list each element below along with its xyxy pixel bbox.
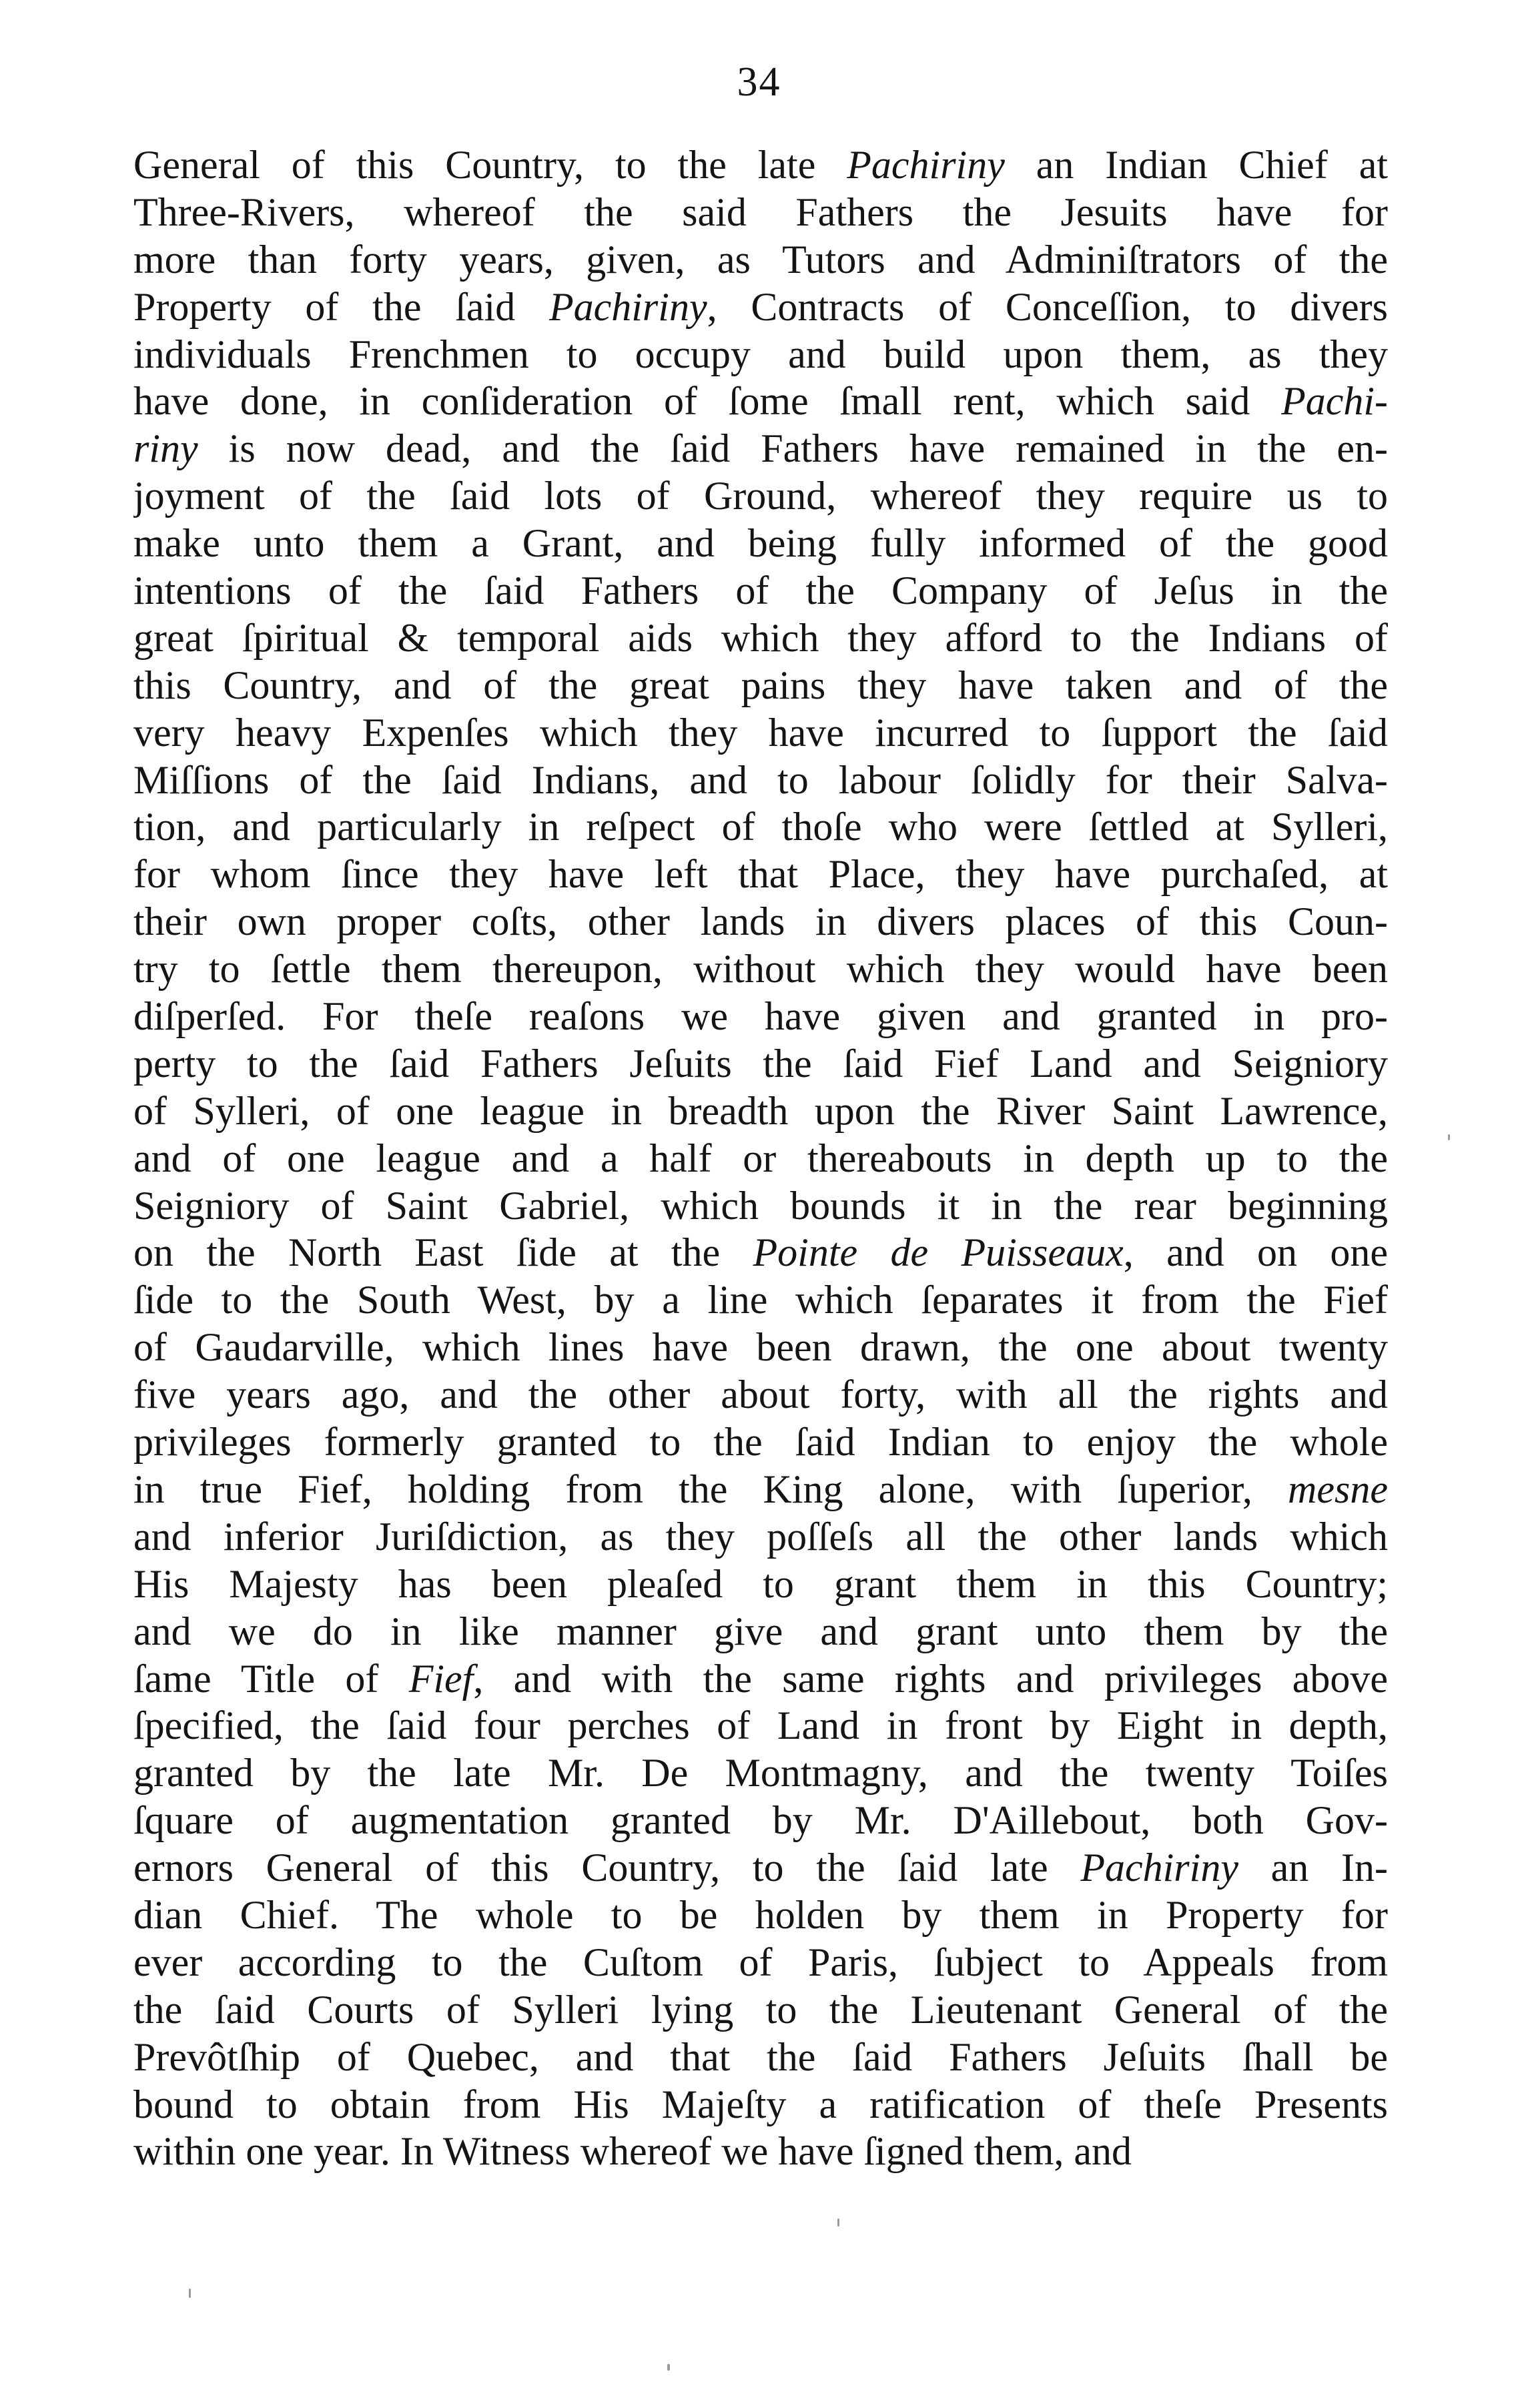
text-line bbox=[133, 709, 1388, 757]
text-run: more than forty years, given, as Tutors and Adminiſtrators of the bbox=[133, 237, 1388, 282]
text-run: ſide to the South West, by a line which ſeparates it from the Fief bbox=[133, 1278, 1388, 1322]
text-line bbox=[133, 1749, 1388, 1797]
text-run: granted by the late Mr. De Montmagny, and the twenty Toiſes bbox=[133, 1751, 1388, 1795]
italic-term: riny bbox=[133, 426, 198, 471]
text-run: an In- bbox=[1238, 1846, 1388, 1890]
text-line bbox=[133, 1135, 1388, 1182]
text-line bbox=[133, 2034, 1388, 2081]
italic-term: mesne bbox=[1288, 1467, 1388, 1511]
text-line bbox=[133, 1229, 1388, 1276]
scan-speck bbox=[1448, 1134, 1450, 1140]
text-line bbox=[133, 851, 1388, 898]
text-run: on the North East ſide at the bbox=[133, 1230, 753, 1275]
text-line bbox=[133, 1324, 1388, 1371]
text-line bbox=[133, 1088, 1388, 1135]
text-line bbox=[133, 1040, 1388, 1088]
text-run: , Contracts of Conceſſion, to divers bbox=[707, 284, 1388, 329]
text-run: perty to the ſaid Fathers Jeſuits the ſaid Fief Land and Seigniory bbox=[133, 1041, 1388, 1086]
text-line bbox=[133, 615, 1388, 662]
text-line bbox=[133, 1797, 1388, 1844]
text-line bbox=[133, 993, 1388, 1040]
text-line bbox=[133, 1608, 1388, 1655]
text-line bbox=[133, 331, 1388, 378]
italic-term: Pachiriny bbox=[548, 284, 707, 329]
text-run: , and on one bbox=[1123, 1230, 1388, 1275]
scan-speck bbox=[837, 2219, 839, 2227]
text-run: great ſpiritual & temporal aids which they afford to the Indians of bbox=[133, 615, 1388, 660]
text-run: intentions of the ſaid Fathers of the Company of Jeſus in the bbox=[133, 568, 1388, 613]
text-line bbox=[133, 1892, 1388, 1939]
text-line bbox=[133, 1419, 1388, 1466]
text-run: ever according to the Cuſtom of Paris, ſubject to Appeals from bbox=[133, 1940, 1388, 1984]
text-line bbox=[133, 2128, 1388, 2175]
text-run: this Country, and of the great pains they have taken and of the bbox=[133, 663, 1388, 707]
text-run: General of this Country, to the late bbox=[133, 143, 847, 187]
text-run: ſquare of augmentation granted by Mr. D'Aillebout, both Gov- bbox=[133, 1798, 1388, 1843]
italic-term: Pointe de Puisseaux bbox=[753, 1230, 1124, 1275]
text-run: and we do in like manner give and grant unto them by the bbox=[133, 1609, 1388, 1653]
text-line bbox=[133, 567, 1388, 615]
italic-term: Pachi- bbox=[1281, 379, 1388, 424]
text-run: is now dead, and the ſaid Fathers have remained in the en- bbox=[198, 426, 1388, 471]
text-line bbox=[133, 1844, 1388, 1892]
text-run: for whom ſince they have left that Place, they have purchaſed, at bbox=[133, 852, 1388, 897]
text-line bbox=[133, 1371, 1388, 1419]
text-run: ſpecified, the ſaid four perches of Land in front by Eight in depth, bbox=[133, 1703, 1388, 1748]
text-run: individuals Frenchmen to occupy and build upon them, as they bbox=[133, 332, 1388, 376]
text-line bbox=[133, 189, 1388, 236]
text-line bbox=[133, 472, 1388, 520]
text-line bbox=[133, 1702, 1388, 1749]
text-run: Three-Rivers, whereof the said Fathers the Jesuits have for bbox=[133, 189, 1388, 234]
text-run: their own proper coſts, other lands in divers places of this Coun- bbox=[133, 899, 1388, 944]
text-run: joyment of the ſaid lots of Ground, whereof they require us to bbox=[133, 474, 1388, 518]
text-line bbox=[133, 378, 1388, 425]
text-line bbox=[133, 1182, 1388, 1230]
text-run: five years ago, and the other about forty, with all the rights and bbox=[133, 1372, 1388, 1417]
text-run: His Majesty has been pleaſed to grant them in this Country; bbox=[133, 1561, 1388, 1606]
text-run: diſperſed. For theſe reaſons we have given and granted in pro- bbox=[133, 994, 1388, 1039]
text-run: ſame Title of bbox=[133, 1656, 409, 1701]
text-line bbox=[133, 757, 1388, 804]
body-text bbox=[133, 141, 1388, 2175]
scan-speck bbox=[189, 2289, 191, 2298]
text-run: tion, and particularly in reſpect of thoſe who were ſettled at Sylleri, bbox=[133, 805, 1388, 849]
text-run: Seigniory of Saint Gabriel, which bounds it in the rear beginning bbox=[133, 1183, 1388, 1228]
text-line bbox=[133, 1513, 1388, 1561]
text-run: dian Chief. The whole to be holden by them in Property for bbox=[133, 1892, 1388, 1937]
text-line bbox=[133, 425, 1388, 472]
scan-speck bbox=[667, 2364, 670, 2371]
text-line bbox=[133, 284, 1388, 331]
text-line bbox=[133, 1939, 1388, 1986]
text-run: of Gaudarville, which lines have been drawn, the one about twenty bbox=[133, 1325, 1388, 1370]
text-run: and of one league and a half or thereabouts in depth up to the bbox=[133, 1136, 1388, 1180]
text-line bbox=[133, 662, 1388, 709]
text-run: of Sylleri, of one league in breadth upon the River Saint Lawrence, bbox=[133, 1088, 1388, 1133]
text-run: try to ſettle them thereupon, without which they would have been bbox=[133, 947, 1388, 991]
text-run: ernors General of this Country, to the ſaid late bbox=[133, 1846, 1081, 1890]
text-line bbox=[133, 1276, 1388, 1324]
text-run: , and with the same rights and privileges above bbox=[473, 1656, 1388, 1701]
text-run: Property of the ſaid bbox=[133, 284, 549, 329]
text-run: in true Fief, holding from the King alone, with ſuperior, bbox=[133, 1467, 1288, 1511]
page-number: 34 bbox=[737, 59, 781, 105]
text-line bbox=[133, 520, 1388, 567]
text-run: very heavy Expenſes which they have incurred to ſupport the ſaid bbox=[133, 710, 1388, 755]
text-line bbox=[133, 1655, 1388, 1703]
text-run: Prevôtſhip of Quebec, and that the ſaid Fathers Jeſuits ſhall be bbox=[133, 2034, 1388, 2079]
text-line bbox=[133, 2081, 1388, 2128]
text-line bbox=[133, 141, 1388, 189]
text-run: have done, in conſideration of ſome ſmall rent, which said bbox=[133, 379, 1282, 424]
text-run: privileges formerly granted to the ſaid Indian to enjoy the whole bbox=[133, 1420, 1388, 1465]
text-line bbox=[133, 1561, 1388, 1608]
text-line bbox=[133, 898, 1388, 945]
text-run: and inferior Juriſdiction, as they poſſeſs all the other lands which bbox=[133, 1514, 1388, 1559]
text-run: the ſaid Courts of Sylleri lying to the Lieutenant General of the bbox=[133, 1987, 1388, 2032]
italic-term: Pachiriny bbox=[1080, 1846, 1238, 1890]
text-line bbox=[133, 803, 1388, 851]
text-run: make unto them a Grant, and being fully informed of the good bbox=[133, 521, 1388, 566]
text-run: within one year. In Witness whereof we have ſigned them, and bbox=[133, 2129, 1132, 2174]
text-line bbox=[133, 236, 1388, 284]
text-line bbox=[133, 945, 1388, 993]
text-run: bound to obtain from His Majeſty a ratification of theſe Presents bbox=[133, 2082, 1388, 2126]
italic-term: Fief bbox=[408, 1656, 474, 1701]
text-line bbox=[133, 1466, 1388, 1513]
text-run: Miſſions of the ſaid Indians, and to labour ſolidly for their Salva- bbox=[133, 757, 1388, 802]
italic-term: Pachiriny bbox=[847, 143, 1005, 187]
text-line bbox=[133, 1986, 1388, 2034]
text-run: an Indian Chief at bbox=[1004, 143, 1388, 187]
